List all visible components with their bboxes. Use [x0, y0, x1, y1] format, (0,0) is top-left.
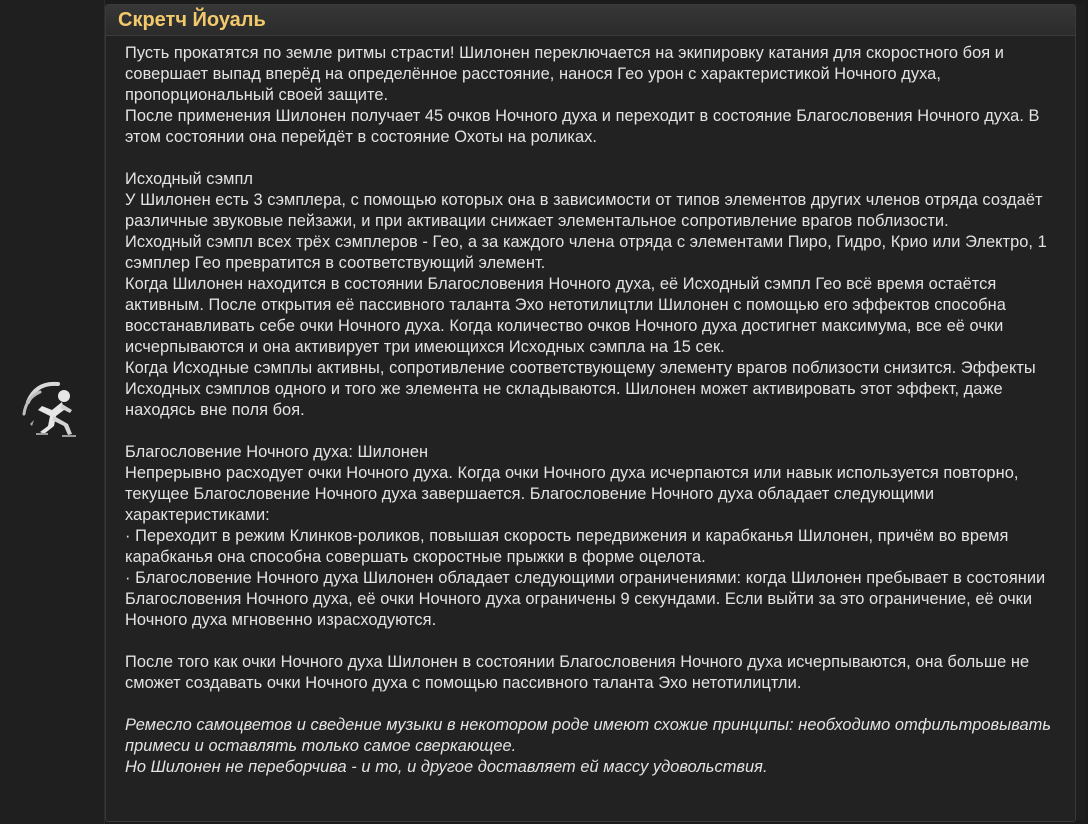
skill-description — [106, 36, 1075, 778]
description-paragraph: Пусть прокатятся по земле ритмы страсти! Шилонен переключается на экипировку катания для скоростного боя и совершает выпад вперёд на определённое расстояние, нанося Гео урон с характеристикой Ночного духа, пропорциональный своей защите. — [125, 44, 1004, 104]
paragraph-gap — [125, 148, 1061, 169]
icon-column — [0, 0, 105, 824]
section-heading: Благословение Ночного духа: Шилонен — [125, 443, 429, 461]
description-paragraph: После того как очки Ночного духа Шилонен в состоянии Благословения Ночного духа исчерпываются, она больше не сможет создавать очки Ночного духа с помощью пассивного таланта Эхо нетотилицтли. — [125, 653, 1030, 692]
description-paragraph: Исходный сэмпл всех трёх сэмплеров - Гео, а за каждого члена отряда с элементами Пиро, Гидро, Крио или Электро, 1 сэмплер Гео превратится в соответствующий элемент. — [125, 233, 1047, 272]
description-paragraph: · Благословение Ночного духа Шилонен обладает следующими ограничениями: когда Шилонен пребывает в состоянии Благословения Ночного духа, её очки Ночного духа ограничены 9 секундами. Если выйти за это ограничение, её очки Ночного духа мгновенно израсходуются. — [125, 569, 1046, 629]
description-paragraph: · Переходит в режим Клинков-роликов, повышая скорость передвижения и карабканья Шилонен, причём во время карабканья она способна совершать скоростные прыжки в форме оцелота. — [125, 527, 1009, 566]
description-paragraph: После применения Шилонен получает 45 очков Ночного духа и переходит в состояние Благословения Ночного духа. В этом состоянии она перейдёт в состояние Охоты на роликах. — [125, 107, 1040, 146]
skill-panel — [105, 4, 1076, 822]
paragraph-gap — [125, 694, 1061, 715]
description-paragraph: Непрерывно расходует очки Ночного духа. Когда очки Ночного духа исчерпаются или навык используется повторно, текущее Благословение Ночного духа завершается. Благословение Ночного духа обладает следующими характеристиками: — [125, 464, 1019, 524]
skill-title: Скретч Йоуаль — [106, 5, 1075, 36]
paragraph-gap — [125, 631, 1061, 652]
paragraph-gap — [125, 421, 1061, 442]
description-paragraph: У Шилонен есть 3 сэмплера, с помощью которых она в зависимости от типов элементов других членов отряда создаёт различные звуковые пейзажи, и при активации снижает элементальное сопротивление врагов поблизости. — [125, 191, 1043, 230]
scrollbar-track[interactable] — [1076, 4, 1086, 820]
description-paragraph: Когда Шилонен находится в состоянии Благословения Ночного духа, её Исходный сэмпл Гео всё время остаётся активным. После открытия её пассивного таланта Эхо нетотилицтли Шилонен с помощью его эффектов способна восстанавливать себе очки Ночного духа. Когда количество очков Ночного духа достигнет максимума, все её очки исчерпываются и она активирует три имеющихся Исходных сэмпла на 15 сек. — [125, 275, 1006, 356]
flavor-text: Но Шилонен не переборчива - и то, и другое доставляет ей массу удовольствия. — [125, 758, 768, 776]
section-heading: Исходный сэмпл — [125, 170, 253, 188]
description-paragraph: Когда Исходные сэмплы активны, сопротивление соответствующему элементу врагов поблизости снизится. Эффекты Исходных сэмплов одного и того же элемента не складываются. Шилонен может активировать этот эффект, даже находясь вне поля боя. — [125, 359, 1036, 419]
flavor-text: Ремесло самоцветов и сведение музыки в некотором роде имеют схожие принципы: необходимо отфильтровывать примеси и оставлять только самое сверкающее. — [125, 716, 1052, 755]
skater-silhouette-icon — [18, 376, 84, 442]
